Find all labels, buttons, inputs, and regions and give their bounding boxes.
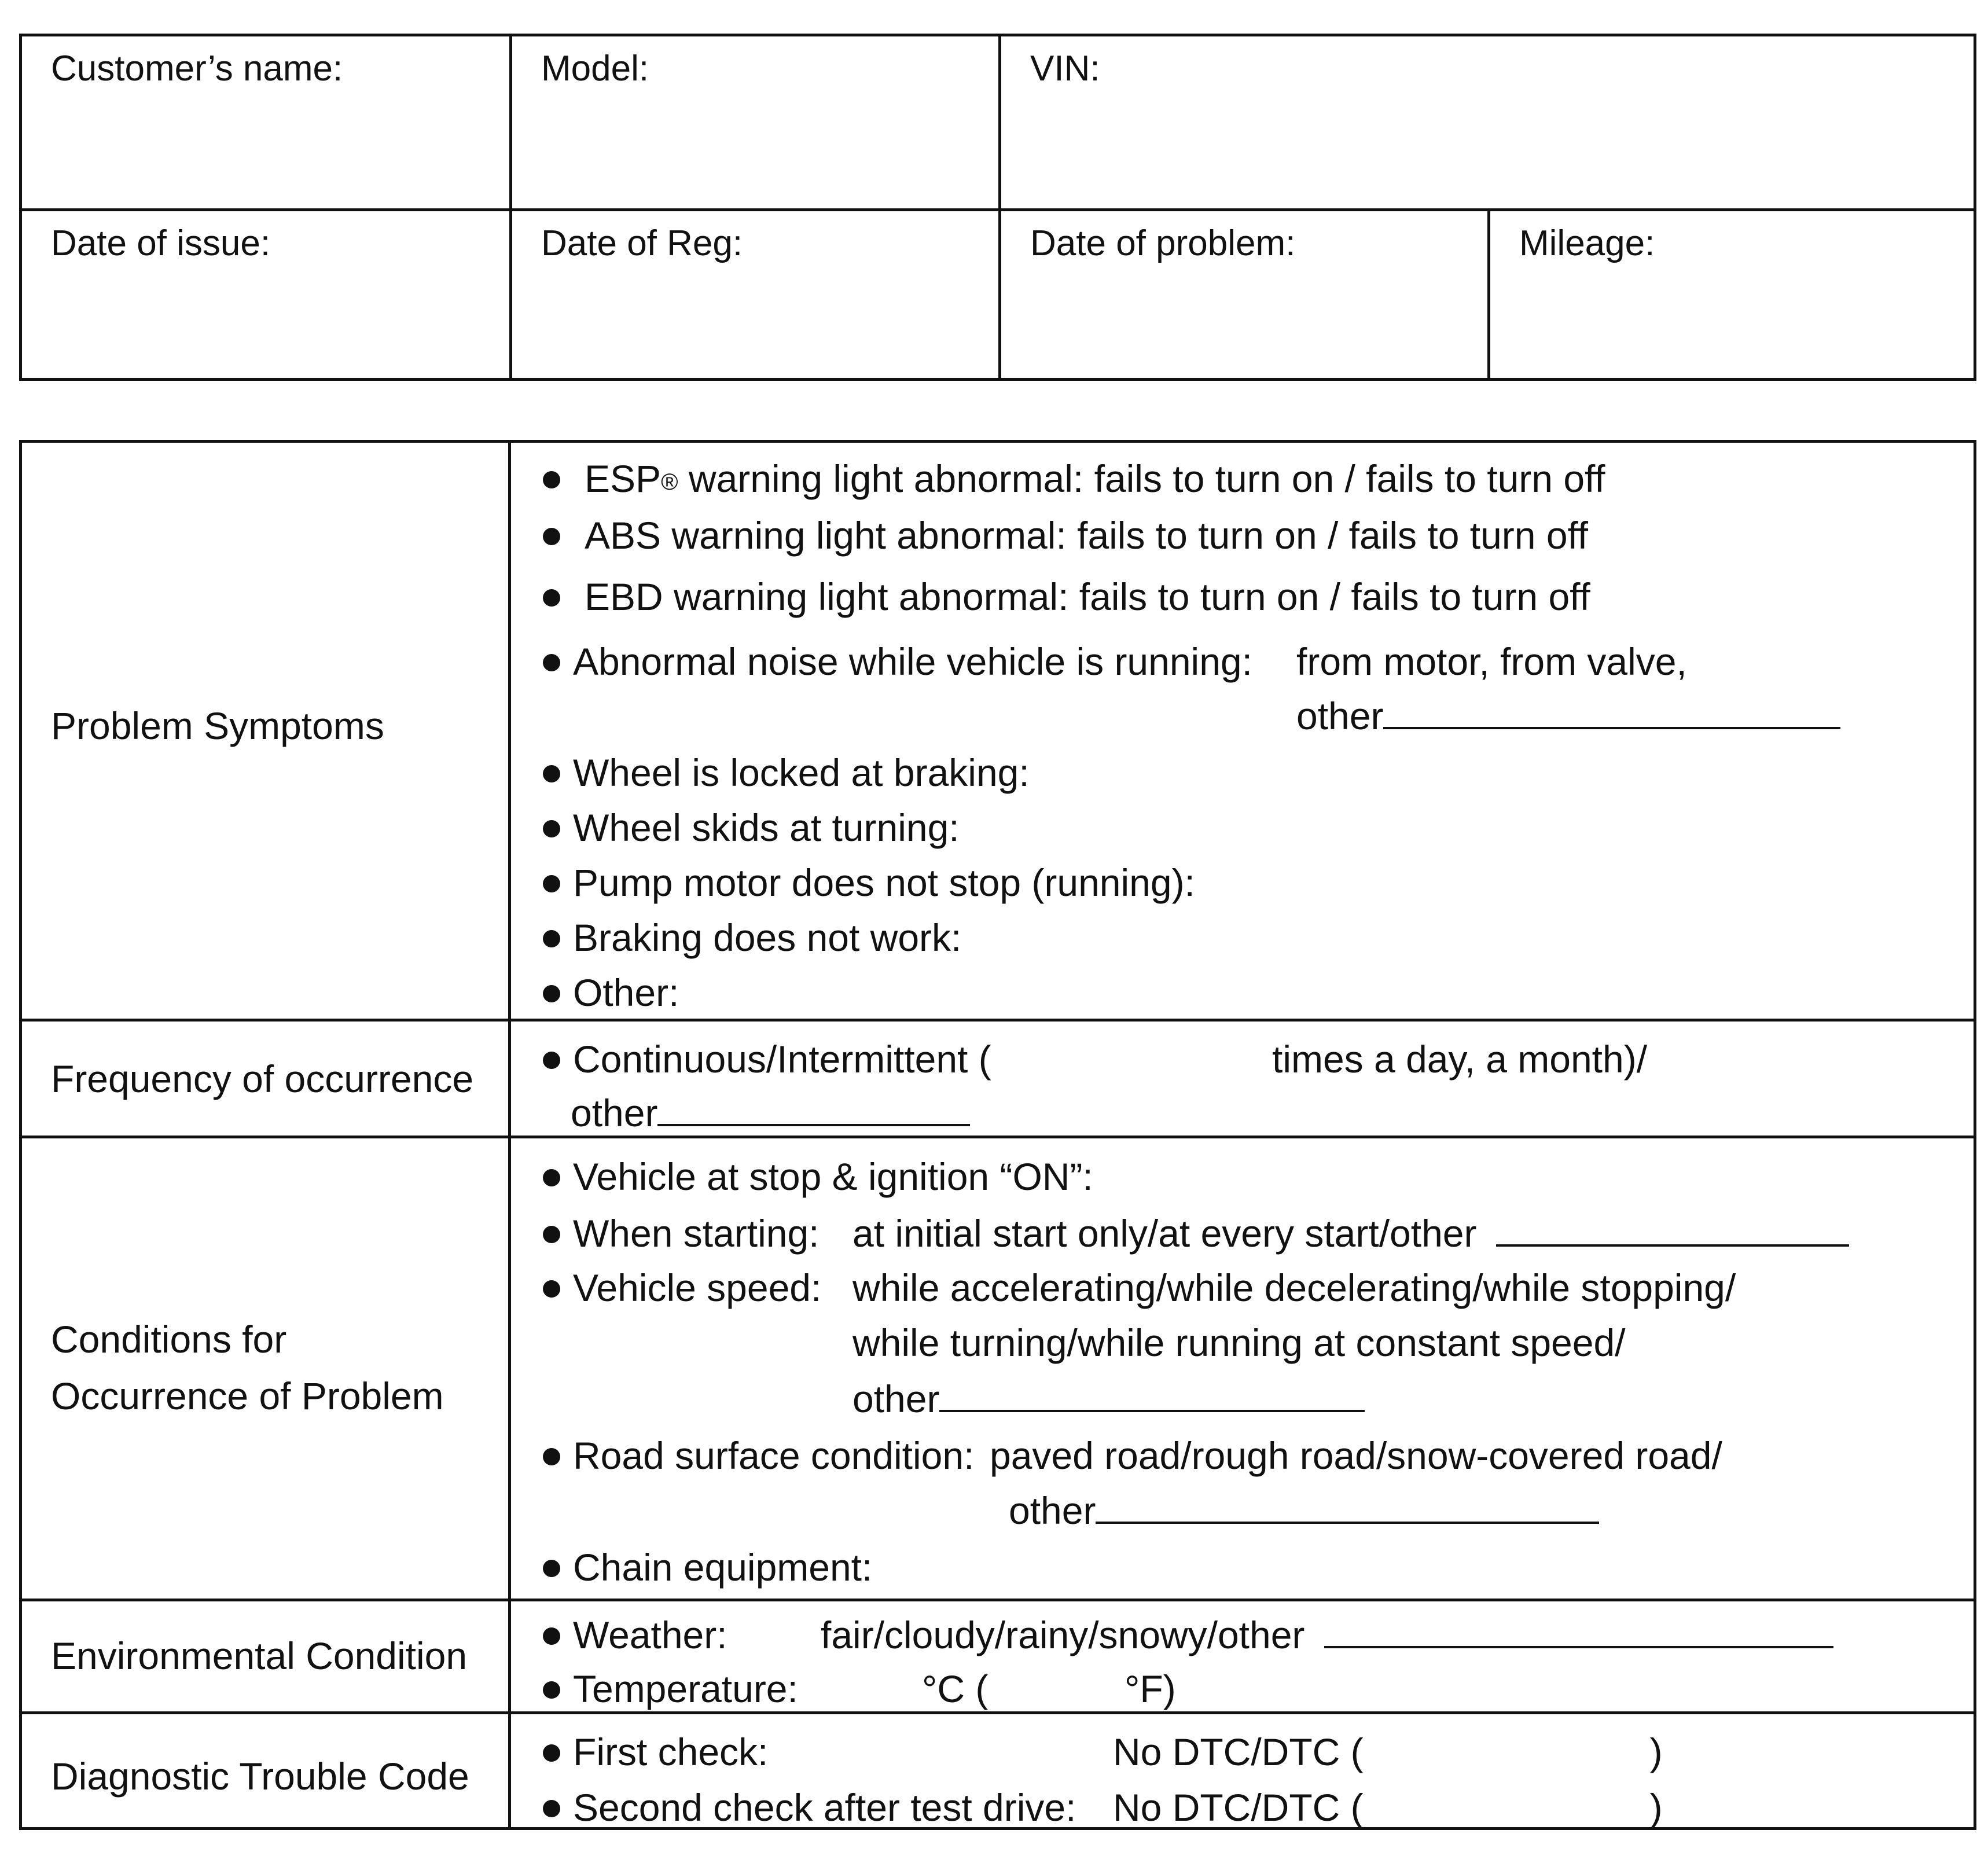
speed-options-1: while accelerating/while decelerating/while stopping/: [852, 1266, 1736, 1309]
speed-options-2: while turning/while running at constant speed/: [852, 1321, 1626, 1364]
chain-equipment-text: Chain equipment:: [573, 1546, 873, 1589]
chain-equipment-item[interactable]: [543, 1544, 872, 1590]
close-paren: ): [1649, 1786, 1663, 1829]
model-field[interactable]: [512, 36, 998, 208]
esp-warning-item[interactable]: [543, 455, 1605, 505]
frequency-other-label: other: [571, 1092, 658, 1134]
other-symptom-item[interactable]: [543, 969, 679, 1016]
road-surface-text: Road surface condition:: [573, 1434, 975, 1477]
speed-other-label: other: [852, 1377, 940, 1420]
weather-options-field[interactable]: [821, 1612, 1833, 1658]
bullet-icon: [543, 1800, 560, 1817]
second-check-text: Second check after test drive:: [573, 1786, 1076, 1829]
when-starting-text: When starting:: [573, 1212, 820, 1255]
bullet-icon: [543, 1627, 560, 1645]
abs-text: ABS warning light abnormal: fails to turn on / fails to turn off: [585, 514, 1589, 557]
mileage-field[interactable]: [1490, 211, 1974, 379]
pump-motor-text: Pump motor does not stop (running):: [573, 861, 1195, 904]
second-check-result[interactable]: [1113, 1784, 1663, 1831]
noise-other-field[interactable]: [1296, 693, 1840, 739]
noise-other-label: other: [1296, 695, 1384, 737]
vehicle-stop-item[interactable]: [543, 1153, 1093, 1200]
dtc-label: Diagnostic Trouble Code: [51, 1755, 469, 1798]
problem-symptoms-label: Problem Symptoms: [51, 704, 384, 747]
pump-motor-item[interactable]: [543, 859, 1195, 906]
vin-field[interactable]: [1001, 36, 1974, 208]
dtc-result-text: No DTC/DTC (: [1113, 1786, 1364, 1829]
bullet-icon: [543, 1052, 560, 1069]
date-of-reg-label: Date of Reg:: [541, 223, 743, 263]
bullet-icon: [543, 1681, 560, 1699]
fill-in-blank[interactable]: [1324, 1619, 1833, 1648]
wheel-skids-text: Wheel skids at turning:: [573, 806, 960, 849]
wheel-locked-text: Wheel is locked at braking:: [573, 751, 1030, 794]
bullet-icon: [543, 1560, 560, 1577]
esp-label: ESP: [585, 457, 662, 500]
date-of-issue-label: Date of issue:: [51, 223, 271, 263]
bullet-icon: [543, 1280, 560, 1298]
close-paren: ): [1649, 1730, 1663, 1773]
bullet-icon: [543, 589, 560, 607]
road-surface-item[interactable]: [543, 1432, 974, 1479]
vehicle-stop-text: Vehicle at stop & ignition “ON”:: [573, 1155, 1093, 1198]
noise-text: Abnormal noise while vehicle is running:: [573, 640, 1252, 683]
first-check-item[interactable]: [543, 1729, 768, 1775]
customer-name-label: Customer’s name:: [51, 49, 343, 89]
date-of-problem-field[interactable]: [1001, 211, 1487, 379]
first-check-text: First check:: [573, 1730, 769, 1773]
fill-in-blank[interactable]: [1383, 700, 1840, 729]
vehicle-info-table: [19, 34, 1976, 381]
frequency-other-field[interactable]: [571, 1090, 970, 1136]
bullet-icon: [543, 654, 560, 671]
conditions-label-line1: Conditions for: [51, 1318, 287, 1361]
problem-details-table: [19, 440, 1976, 1830]
conditions-label-line2: Occurrence of Problem: [51, 1375, 444, 1417]
fill-in-blank[interactable]: [1496, 1218, 1849, 1247]
row-divider: [22, 1599, 1974, 1601]
bullet-icon: [543, 1226, 560, 1243]
first-check-result[interactable]: [1113, 1729, 1663, 1775]
weather-item[interactable]: [543, 1612, 727, 1658]
fahrenheit-field[interactable]: °F): [1125, 1667, 1176, 1710]
model-label: Model:: [541, 49, 649, 89]
bullet-icon: [543, 1744, 560, 1762]
row-divider: [22, 1136, 1974, 1138]
wheel-locked-item[interactable]: [543, 749, 1030, 796]
ebd-warning-item[interactable]: [543, 574, 1590, 620]
bullet-icon: [543, 820, 560, 837]
bullet-icon: [543, 930, 560, 947]
vin-label: VIN:: [1030, 49, 1100, 89]
fill-in-blank[interactable]: [1096, 1495, 1599, 1524]
when-starting-options-field[interactable]: [852, 1210, 1849, 1256]
bullet-icon: [543, 528, 560, 545]
mileage-label: Mileage:: [1519, 223, 1655, 263]
second-check-item[interactable]: [543, 1784, 1076, 1831]
environment-label: Environmental Condition: [51, 1634, 468, 1677]
date-of-problem-label: Date of problem:: [1030, 223, 1296, 263]
frequency-times: times a day, a month)/: [1272, 1038, 1648, 1081]
road-other-label: other: [1009, 1489, 1096, 1532]
frequency-text: Continuous/Intermittent (: [573, 1038, 991, 1081]
bullet-icon: [543, 1448, 560, 1465]
customer-name-field[interactable]: [22, 36, 509, 208]
bullet-icon: [543, 471, 560, 488]
date-of-issue-field[interactable]: [22, 211, 509, 379]
road-other-field[interactable]: [1009, 1487, 1599, 1534]
road-options: paved road/rough road/snow-covered road/: [990, 1434, 1722, 1477]
frequency-label: Frequency of occurrence: [51, 1057, 474, 1100]
bullet-icon: [543, 985, 560, 1002]
row-divider: [22, 1019, 1974, 1021]
frequency-item[interactable]: [543, 1036, 991, 1082]
vehicle-speed-text: Vehicle speed:: [573, 1266, 822, 1309]
bullet-icon: [543, 765, 560, 782]
esp-text: warning light abnormal: fails to turn on / fails to turn off: [678, 457, 1605, 500]
fill-in-blank[interactable]: [657, 1097, 970, 1126]
ebd-text: EBD warning light abnormal: fails to turn on / fails to turn off: [585, 575, 1590, 618]
fill-in-blank[interactable]: [939, 1383, 1365, 1412]
braking-item[interactable]: [543, 914, 961, 961]
other-symptom-text: Other:: [573, 971, 679, 1014]
date-of-reg-field[interactable]: [512, 211, 998, 379]
abnormal-noise-item[interactable]: [543, 638, 1252, 685]
wheel-skids-item[interactable]: [543, 804, 960, 851]
column-divider: [508, 443, 511, 1827]
braking-text: Braking does not work:: [573, 916, 962, 959]
dtc-result-text: No DTC/DTC (: [1113, 1730, 1364, 1773]
temperature-item[interactable]: [543, 1666, 798, 1712]
bullet-icon: [543, 1169, 560, 1186]
celsius-field[interactable]: °C (: [922, 1667, 989, 1710]
abs-warning-item[interactable]: [543, 512, 1588, 558]
bullet-icon: [543, 875, 560, 892]
registered-mark: ®: [661, 469, 678, 495]
weather-options: fair/cloudy/rainy/snowy/other: [821, 1614, 1305, 1656]
noise-options: from motor, from valve,: [1296, 640, 1687, 683]
row-divider: [22, 1711, 1974, 1714]
weather-text: Weather:: [573, 1614, 727, 1656]
speed-other-field[interactable]: [852, 1376, 1365, 1422]
when-starting-item[interactable]: [543, 1210, 820, 1256]
vehicle-speed-item[interactable]: [543, 1265, 821, 1311]
temperature-text: Temperature:: [573, 1667, 798, 1710]
when-starting-options: at initial start only/at every start/other: [852, 1212, 1477, 1255]
